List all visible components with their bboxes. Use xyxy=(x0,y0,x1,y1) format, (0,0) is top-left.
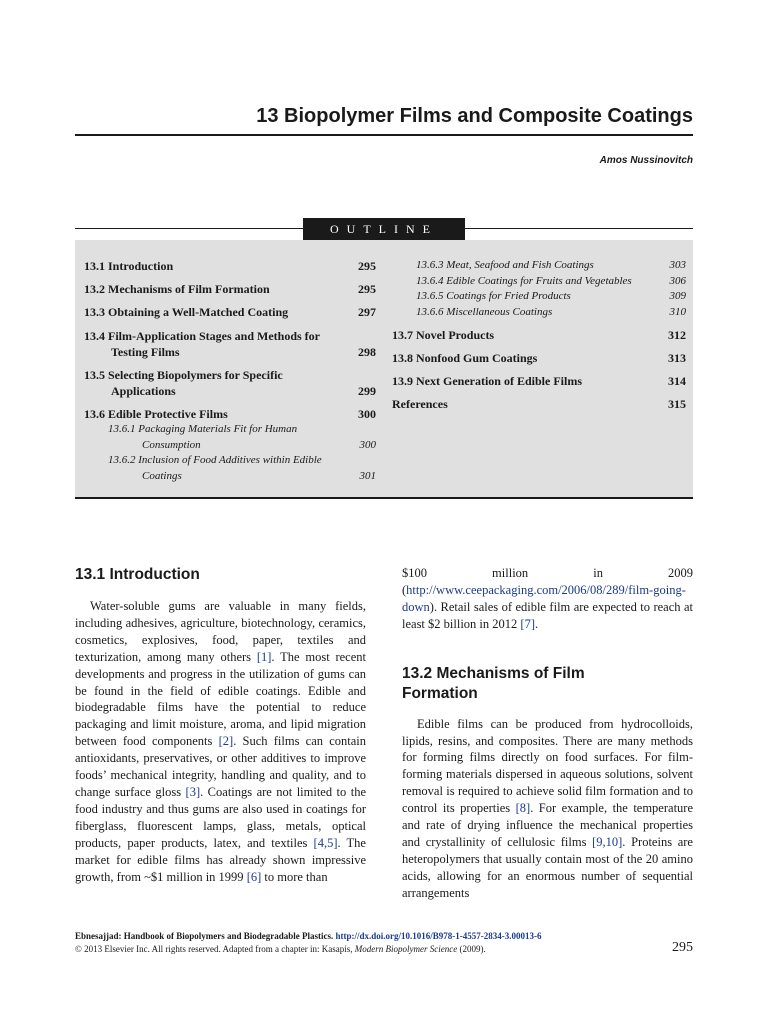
citation-link[interactable]: [3] xyxy=(185,784,201,799)
outline-left-column xyxy=(84,258,376,484)
toc-subentry[interactable]: 13.6.4 Edible Coatings for Fruits and Vegetables 306 xyxy=(416,274,686,287)
author-name: Amos Nussinovitch xyxy=(599,155,693,166)
page-number: 295 xyxy=(672,940,693,955)
citation-link[interactable]: [2] xyxy=(218,734,234,749)
toc-entry[interactable]: 13.4 Film-Application Stages and Methods for Testing Films 298 xyxy=(84,329,376,359)
citation-link[interactable]: [9,10] xyxy=(592,834,623,849)
mechanisms-paragraph: Edible films can be produced from hydrocolloids, lipids, resins, and composites. There are many methods for forming films directly on food surfaces. For film-forming materials dispersed in aqueous solutions, solvent removal is required to achieve solid film formation and to control its properties [8]. For example, the temperature and rate of drying influence the mechanical properties and crystallinity of cellulosic films [9,10]. Proteins are heteropolymers that usually contain most of the 20 amino acids, allowing for an enormous number of sequential arrangements xyxy=(402,716,693,900)
toc-subentry[interactable]: 13.6.5 Coatings for Fried Products 309 xyxy=(416,290,686,302)
toc-entry[interactable]: References 315 xyxy=(392,397,686,411)
title-rule xyxy=(75,134,693,136)
doi-link[interactable]: http://dx.doi.org/10.1016/B978-1-4557-2834-3.00013-6 xyxy=(335,931,542,941)
toc-subentry[interactable]: 13.6.6 Miscellaneous Coatings 310 xyxy=(416,305,686,318)
citation-link[interactable]: [7] xyxy=(520,616,535,631)
citation-link[interactable]: [6] xyxy=(246,869,262,884)
toc-entry[interactable]: 13.5 Selecting Biopolymers for Specific Applications 299 xyxy=(84,368,376,398)
toc-entry[interactable]: 13.6 Edible Protective Films 300 xyxy=(84,407,376,421)
citation-link[interactable]: [8] xyxy=(515,801,531,816)
toc-subentry[interactable]: 13.6.2 Inclusion of Food Additives within Edible Coatings 301 xyxy=(108,454,376,482)
toc-subentry[interactable]: 13.6.3 Meat, Seafood and Fish Coatings 303 xyxy=(416,259,686,271)
citation-link[interactable]: [4,5] xyxy=(313,835,338,850)
outline-right-column xyxy=(392,258,686,412)
toc-entry[interactable]: 13.3 Obtaining a Well-Matched Coating 297 xyxy=(84,305,376,319)
page-footer xyxy=(75,930,615,956)
external-url-link[interactable]: http://www.ceepackaging.com/2006/08/289/film-going-down xyxy=(402,582,686,614)
section-heading-introduction: 13.1 Introduction xyxy=(75,566,200,583)
intro-paragraph: Water-soluble gums are valuable in many fields, including adhesives, agriculture, biotechnology, ceramics, cosmetics, explosives, food, paper, textiles and texturization, among many others [1]. The most recent developments and progress in the utilization of gums can be found in the field of edible coatings. Edible and biodegradable films have the potential to reduce packaging and limit moisture, aroma, and lipid migration between food components [2]. Such films can contain antioxidants, preservatives, or other additives to improve foods’ mechanical integrity, handling and quality, and to change surface gloss [3]. Coatings are not limited to the food industry and thus gums are also used in coatings for fiberglass, fluorescent lamps, glass, metals, optical products, paper products, latex, and textiles [4,5]. The market for edible films has already shown impressive growth, from ~$1 million in 1999 [6] to more than xyxy=(75,599,366,884)
body-column-left xyxy=(75,565,366,885)
body-column-right xyxy=(402,565,693,902)
outline-label: OUTLINE xyxy=(303,218,465,240)
intro-paragraph-continued: $100 million in 2009 (http://www.ceepackaging.com/2006/08/289/film-going-down). Retail sales of edible film are expected to reach at least $2 billion in 2012 [7]. xyxy=(402,566,693,631)
footer-citation-line: Ebnesajjad: Handbook of Biopolymers and Biodegradable Plastics. http://dx.doi.org/10.1016/B978-1-4557-2834-3.00013-6 xyxy=(75,931,542,941)
chapter-title: 13 Biopolymer Films and Composite Coatings xyxy=(256,105,693,127)
toc-entry[interactable]: 13.8 Nonfood Gum Coatings 313 xyxy=(392,351,686,365)
section-heading-mechanisms: 13.2 Mechanisms of Film Formation xyxy=(402,664,585,702)
toc-entry[interactable]: 13.9 Next Generation of Edible Films 314 xyxy=(392,374,686,388)
toc-entry[interactable]: 13.1 Introduction 295 xyxy=(84,259,376,273)
toc-entry[interactable]: 13.7 Novel Products 312 xyxy=(392,328,686,342)
citation-link[interactable]: [1] xyxy=(256,649,272,664)
footer-copyright-line: © 2013 Elsevier Inc. All rights reserved. Adapted from a chapter in: Kasapis, Modern Biopolymer Science (2009). xyxy=(75,944,486,954)
toc-subentry[interactable]: 13.6.1 Packaging Materials Fit for Human Consumption 300 xyxy=(108,423,376,451)
toc-entry[interactable]: 13.2 Mechanisms of Film Formation 295 xyxy=(84,282,376,296)
